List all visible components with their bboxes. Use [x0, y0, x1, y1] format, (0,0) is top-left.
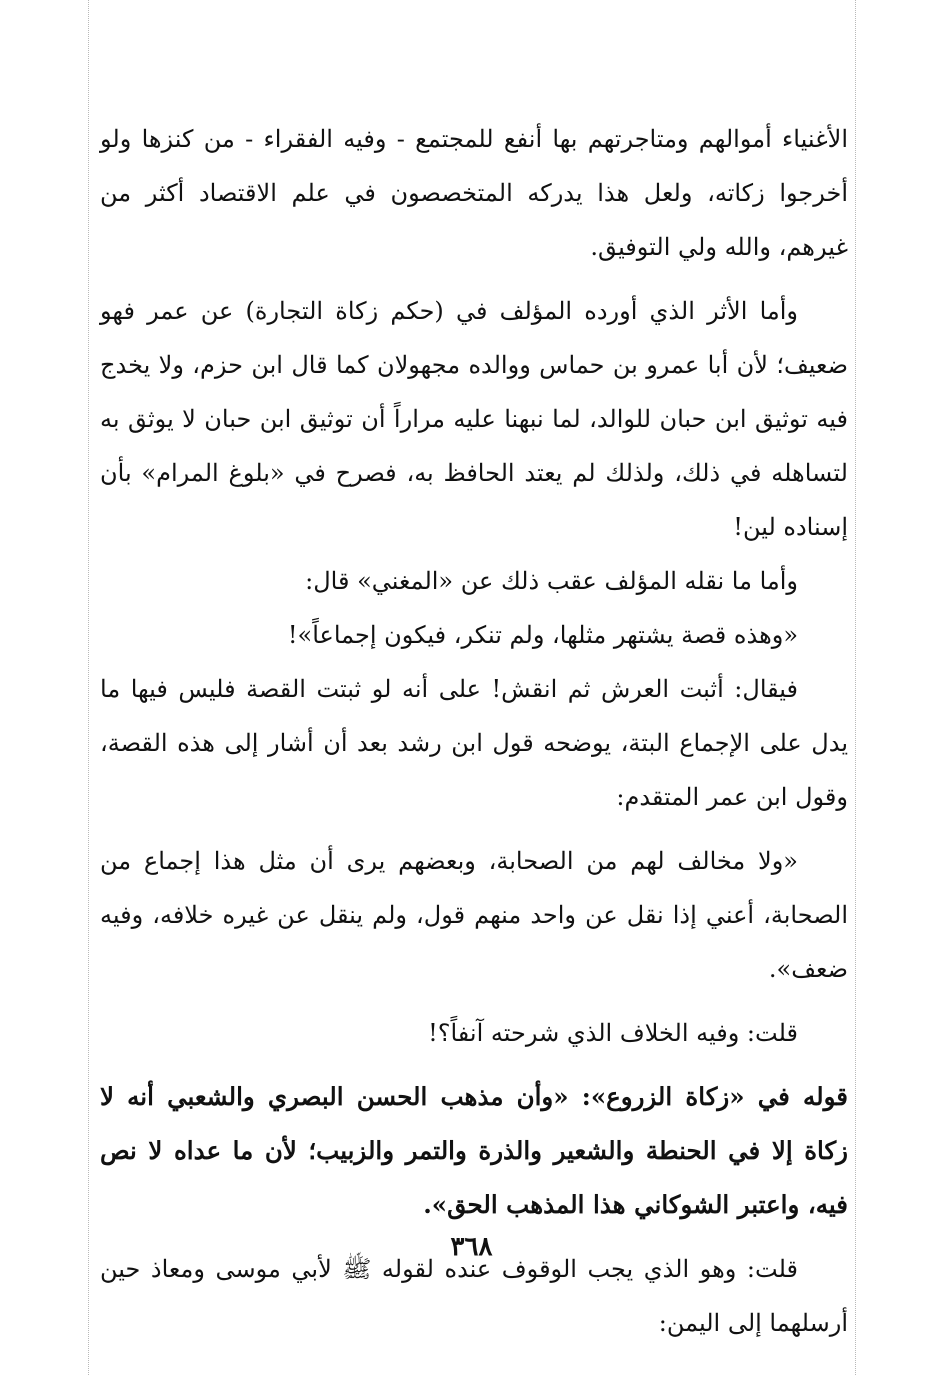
- page-body: [100, 112, 848, 1350]
- paragraph-mughni-intro: وأما ما نقله المؤلف عقب ذلك عن «المغني» قال:: [305, 567, 798, 595]
- right-margin-guide: [855, 0, 856, 1375]
- page-number: ٣٦٨: [450, 1232, 493, 1262]
- paragraph-comment: قلت: وفيه الخلاف الذي شرحته آنفاً؟!: [428, 1019, 798, 1047]
- paragraph-ibn-rushd-quote: «ولا مخالف لهم من الصحابة، وبعضهم يرى أن مثل هذا إجماع من الصحابة، أعني إذا نقل عن واحد منهم قول، ولم ينقل عن غيره خلافه، وفيه ضعف».: [100, 847, 848, 983]
- paragraph-final: قلت: وهو الذي يجب الوقوف عنده لقوله ﷺ لأبي موسى ومعاذ حين أرسلهما إلى اليمن:: [100, 1255, 848, 1337]
- paragraph-zakat-zuru: قوله في «زكاة الزروع»: «وأن مذهب الحسن البصري والشعبي أنه لا زكاة إلا في الحنطة والشعير والذرة والتمر والزبيب؛ لأن ما عداه لا نص فيه، واعتبر الشوكاني هذا المذهب الحق».: [100, 1082, 848, 1219]
- left-margin-guide: [88, 0, 89, 1375]
- paragraph-mughni-quote: «وهذه قصة يشتهر مثلها، ولم تنكر، فيكون إجماعاً»!: [287, 621, 798, 649]
- paragraph-reply: فيقال: أثبت العرش ثم انقش! على أنه لو ثبتت القصة فليس فيها ما يدل على الإجماع البتة، يوضحه قول ابن رشد بعد أن أشار إلى هذه القصة، وقول ابن عمر المتقدم:: [100, 675, 848, 811]
- paragraph-continuation: الأغنياء أموالهم ومتاجرتهم بها أنفع للمجتمع - وفيه الفقراء - من كنزها ولو أخرجوا زكاته، ولعل هذا يدركه المتخصصون في علم الاقتصاد أكثر من غيرهم، والله ولي التوفيق.: [100, 125, 848, 261]
- paragraph-athar-umar: وأما الأثر الذي أورده المؤلف في (حكم زكاة التجارة) عن عمر فهو ضعيف؛ لأن أبا عمرو بن حماس ووالده مجهولان كما قال ابن حزم، ولا يخدج فيه توثيق ابن حبان للوالد، لما نبهنا عليه مراراً أن توثيق ابن حبان لا يوثق به لتساهله في ذلك، ولذلك لم يعتد الحافظ به، فصرح في «بلوغ المرام» بأن إسناده لين!: [100, 297, 848, 541]
